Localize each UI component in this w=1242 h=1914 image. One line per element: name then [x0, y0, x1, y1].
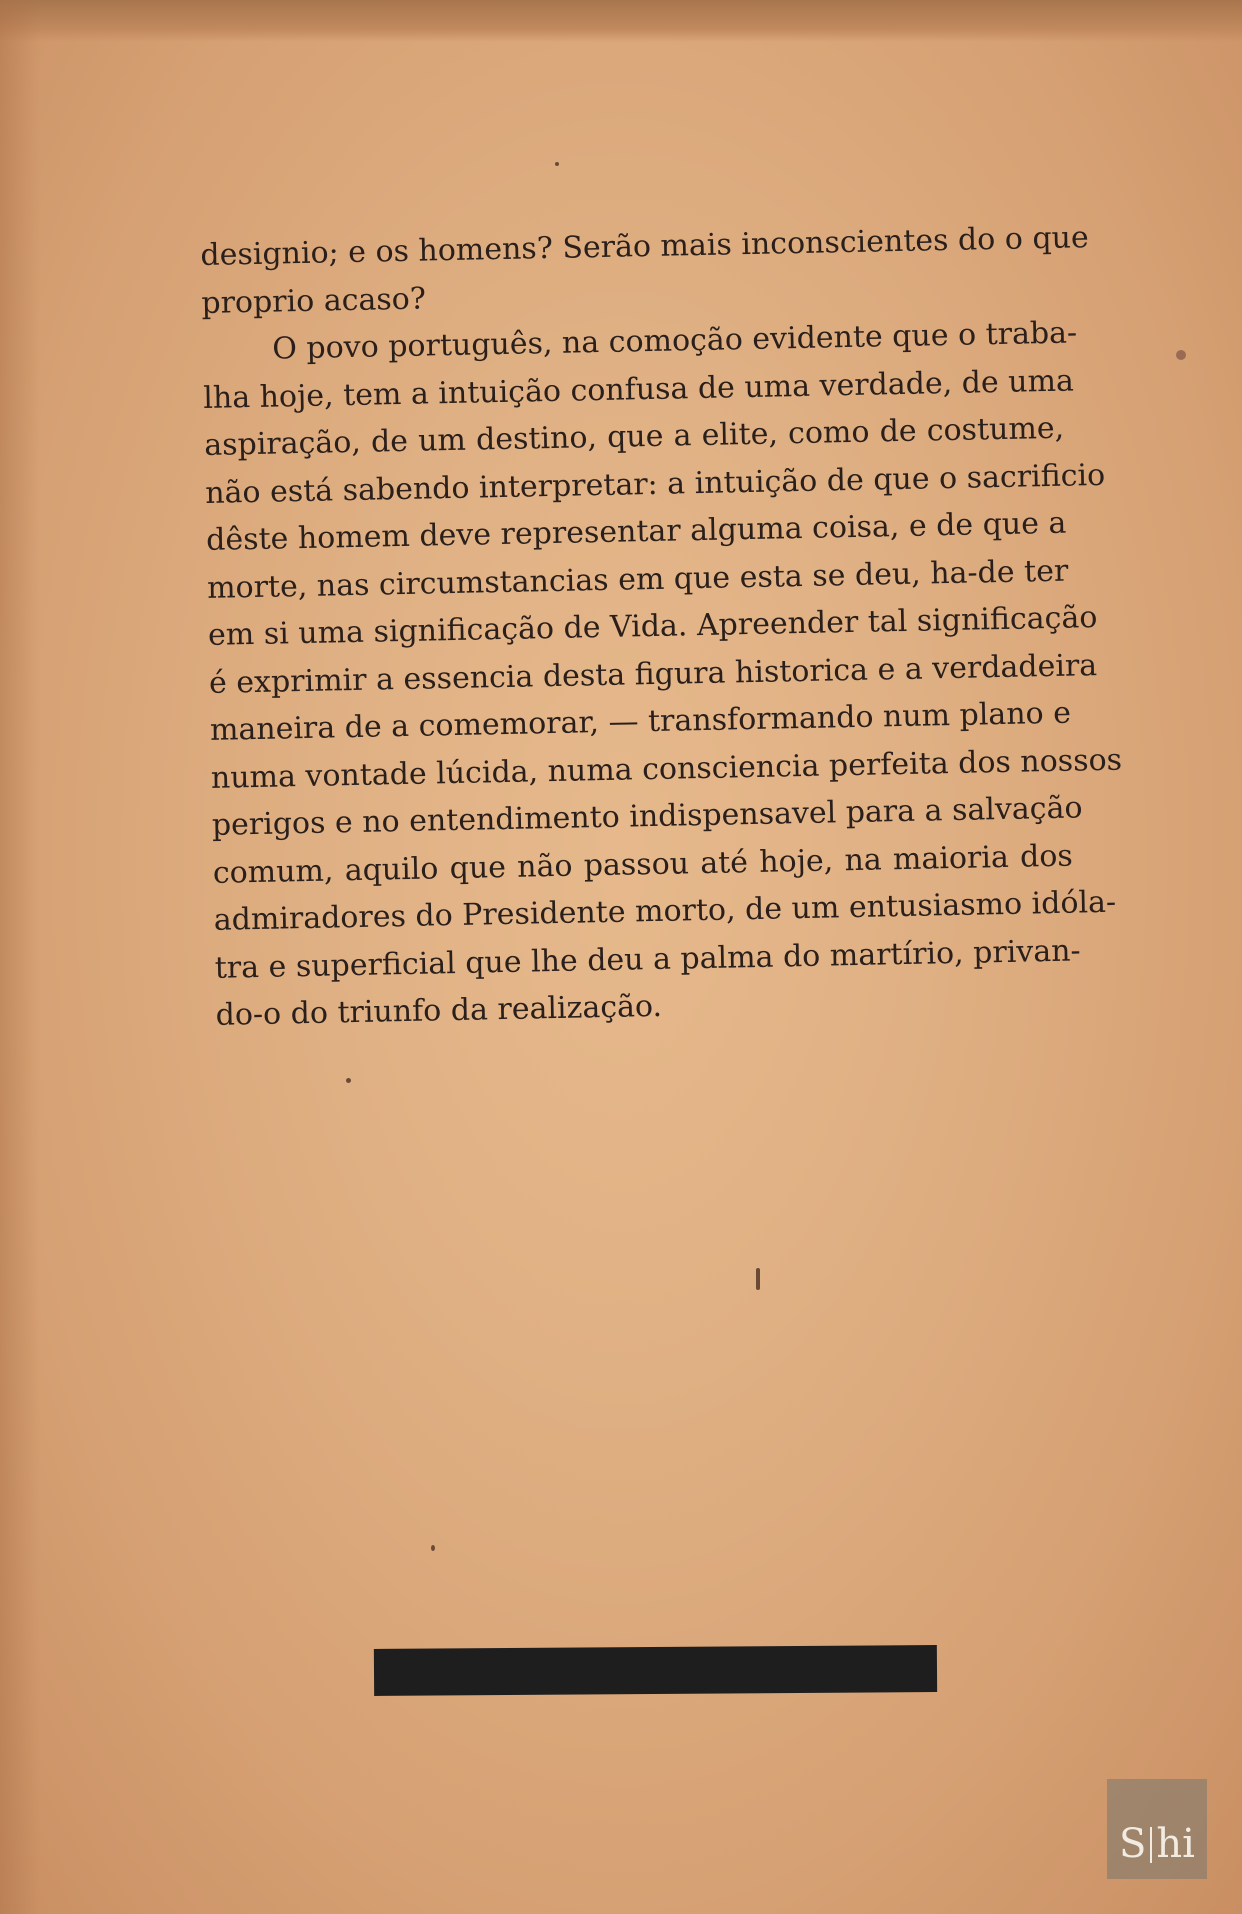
redaction-bar	[374, 1645, 937, 1696]
text-line: O povo português, na comoção evidente que o traba-	[272, 315, 1078, 367]
text-line: perigos e no entendimento indispensavel para a salvação	[211, 790, 1083, 843]
text-line: aspiração, de um destino, que a elite, como de costume,	[203, 410, 1065, 463]
logo-letter: S	[1119, 1821, 1147, 1867]
paper-speck	[555, 162, 559, 166]
library-logo	[1107, 1779, 1207, 1879]
text-line: não está sabendo interpretar: a intuição de que o sacrificio	[204, 457, 1106, 511]
text-line: proprio acaso?	[201, 280, 427, 321]
text-line: tra e superficial que lhe deu a palma do martírio, privan-	[214, 932, 1081, 986]
text-line: morte, nas circumstancias em que esta se deu, ha-de ter	[206, 553, 1069, 606]
text-line: comum, aquilo que não passou até hoje, na maioria dos	[212, 838, 1074, 891]
text-line: maneira de a comemorar, — transformando num plano e	[209, 695, 1072, 748]
page-left-shadow	[0, 0, 40, 1914]
paper-speck	[1176, 350, 1186, 360]
logo-letters: hi	[1156, 1821, 1195, 1867]
text-line: em si uma significação de Vida. Apreender tal significação	[207, 600, 1098, 653]
text-line: lha hoje, tem a intuição confusa de uma verdade, de uma	[202, 362, 1075, 416]
text-line: numa vontade lúcida, numa consciencia perfeita dos nossos	[210, 742, 1123, 796]
paper-speck	[756, 1268, 760, 1290]
text-line: admiradores do Presidente morto, de um entusiasmo idóla-	[213, 884, 1117, 938]
body-text	[200, 215, 1123, 1040]
text-line: do-o do triunfo da realização.	[215, 988, 663, 1033]
paper-speck	[346, 1078, 351, 1083]
text-line: dêste homem deve representar alguma coisa, e de que a	[205, 505, 1067, 558]
paper-speck	[431, 1545, 435, 1551]
page-top-edge	[0, 0, 1242, 42]
text-line: designio; e os homens? Serão mais inconscientes do o que	[200, 220, 1090, 273]
text-line: é exprimir a essencia desta figura historica e a verdadeira	[208, 647, 1098, 701]
logo-divider	[1150, 1827, 1152, 1863]
